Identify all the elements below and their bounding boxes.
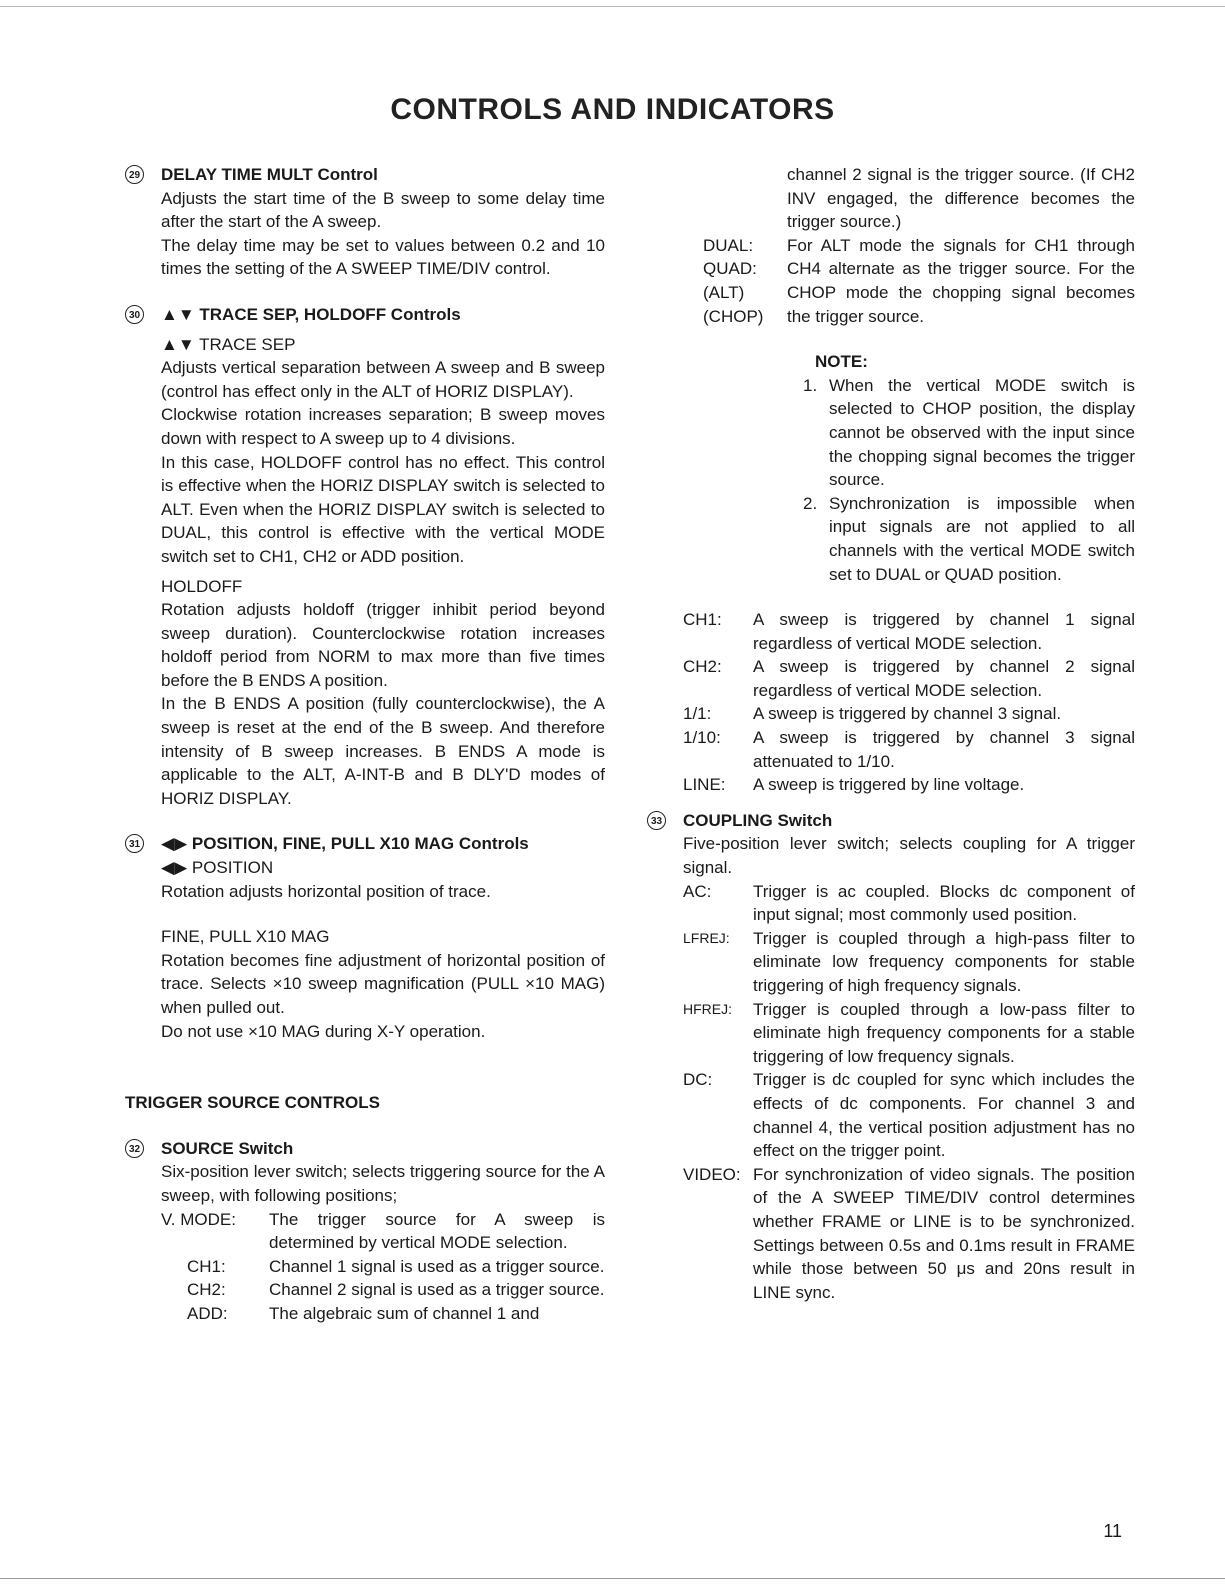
definition: For ALT mode the signals for CH1 through CH4 alternate as the trigger source. For the CHOP mode the chopping signal becomes the trigger source. bbox=[787, 235, 1135, 326]
term: LINE: bbox=[683, 775, 726, 795]
source-positions-list bbox=[683, 608, 1135, 797]
item-number-badge: 29 bbox=[125, 165, 144, 184]
paragraph: In this case, HOLDOFF control has no effect. This control is effective when the HORIZ DISPLAY switch is selected to ALT. Even when the HORIZ DISPLAY switch is selected to DUAL, this control is effective with the vertical MODE switch set to CH1, CH2 or ADD position. bbox=[161, 452, 605, 566]
note-block bbox=[683, 350, 1135, 586]
term: AC: bbox=[683, 881, 712, 901]
term: ADD: bbox=[187, 1303, 228, 1323]
definition: Channel 2 signal is used as a trigger source. bbox=[269, 1280, 605, 1300]
note-text: Synchronization is impossible when input signals are not applied to all channels with the vertical MODE switch set to DUAL or QUAD position. bbox=[829, 493, 1135, 584]
coupling-positions-list bbox=[683, 880, 1135, 1305]
section-heading: SOURCE Switch bbox=[161, 1138, 294, 1158]
bottom-rule bbox=[0, 1578, 1225, 1579]
sub-heading: ◀▶ POSITION bbox=[161, 858, 274, 878]
section-29 bbox=[125, 163, 605, 281]
sub-heading: HOLDOFF bbox=[161, 576, 243, 596]
paragraph: Adjusts the start time of the B sweep to some delay time after the start of the A sweep. bbox=[161, 188, 605, 232]
definition: A sweep is triggered by channel 2 signal regardless of vertical MODE selection. bbox=[753, 657, 1135, 700]
term: 1/1: bbox=[683, 704, 712, 724]
term: CH2: bbox=[187, 1280, 226, 1300]
term: CH1: bbox=[683, 610, 722, 630]
paragraph: The delay time may be set to values between 0.2 and 10 times the setting of the A SWEEP TIME/DIV control. bbox=[161, 235, 605, 279]
left-column bbox=[125, 163, 605, 1326]
term: VIDEO: bbox=[683, 1164, 741, 1184]
term: CH2: bbox=[683, 657, 722, 677]
note-title: NOTE: bbox=[815, 352, 868, 372]
term: LFREJ: bbox=[683, 929, 730, 946]
source-positions-list bbox=[161, 1208, 605, 1326]
definition: The trigger source for A sweep is determined by vertical MODE selection. bbox=[269, 1209, 605, 1253]
paragraph: Five-position lever switch; selects coupling for A trigger signal. bbox=[683, 834, 1135, 878]
definition: The algebraic sum of channel 1 and bbox=[269, 1303, 540, 1323]
section-31 bbox=[125, 832, 605, 1043]
page-title: CONTROLS AND INDICATORS bbox=[390, 93, 835, 126]
definition: For synchronization of video signals. The position of the A SWEEP TIME/DIV control determines whether FRAME or LINE is to be synchronized. Settings between 0.5s and 0.1ms result in FRAME while those between 50 μs and 20ns result in LINE sync. bbox=[753, 1164, 1135, 1302]
definition: Trigger is dc coupled for sync which includes the effects of dc components. For channel 3 and channel 4, the vertical position adjustment has no effect on the trigger point. bbox=[753, 1070, 1135, 1161]
paragraph: channel 2 signal is the trigger source. (If CH2 INV engaged, the difference becomes the trigger source.) bbox=[787, 165, 1135, 232]
item-number-badge: 32 bbox=[125, 1139, 144, 1158]
note-number: 2. bbox=[803, 493, 818, 513]
paragraph: Do not use ×10 MAG during X-Y operation. bbox=[161, 1021, 486, 1041]
section-32 bbox=[125, 1137, 605, 1326]
page-number: 11 bbox=[1103, 1521, 1122, 1541]
paragraph: Clockwise rotation increases separation; B sweep moves down with respect to A sweep up to 4 divisions. bbox=[161, 405, 605, 448]
sub-heading: FINE, PULL X10 MAG bbox=[161, 927, 330, 947]
sub-heading: ▲▼ TRACE SEP bbox=[161, 334, 296, 354]
section-30 bbox=[125, 303, 605, 810]
definition: Trigger is ac coupled. Blocks dc component of input signal; most commonly used position. bbox=[753, 881, 1135, 925]
term: DUAL: QUAD: (ALT) (CHOP) bbox=[703, 235, 764, 326]
section-heading: ▲▼ TRACE SEP, HOLDOFF Controls bbox=[161, 304, 461, 324]
right-column bbox=[650, 163, 1135, 1304]
term: 1/10: bbox=[683, 728, 721, 748]
section-heading: ◀▶ POSITION, FINE, PULL X10 MAG Controls bbox=[161, 834, 529, 854]
top-rule bbox=[0, 6, 1225, 7]
paragraph: Rotation becomes fine adjustment of horizontal position of trace. Selects ×10 sweep magnification (PULL ×10 MAG) when pulled out. bbox=[161, 950, 605, 1017]
section-33 bbox=[647, 809, 1135, 1304]
paragraph: Adjusts vertical separation between A sweep and B sweep (control has effect only in the ALT of HORIZ DISPLAY). bbox=[161, 358, 605, 401]
term: HFREJ: bbox=[683, 1000, 732, 1017]
term: V. MODE: bbox=[161, 1209, 236, 1229]
note-item bbox=[797, 492, 1135, 586]
note-item bbox=[797, 374, 1135, 492]
definition: A sweep is triggered by channel 1 signal regardless of vertical MODE selection. bbox=[753, 610, 1135, 653]
paragraph: In the B ENDS A position (fully counterclockwise), the A sweep is reset at the end of the B sweep. And therefore intensity of B sweep increases. B ENDS A mode is applicable to the ALT, A-INT-B and B DLY'D modes of HORIZ DISPLAY. bbox=[161, 694, 605, 808]
definition: Trigger is coupled through a high-pass filter to eliminate low frequency components for stable triggering of high frequency signals. bbox=[753, 928, 1135, 995]
definition: A sweep is triggered by line voltage. bbox=[753, 775, 1025, 795]
term: CH1: bbox=[187, 1256, 226, 1276]
section-heading: COUPLING Switch bbox=[683, 810, 833, 830]
paragraph: Rotation adjusts horizontal position of trace. bbox=[161, 881, 491, 901]
paragraph: Rotation adjusts holdoff (trigger inhibit period beyond sweep duration). Counterclockwise rotation increases holdoff period from NORM to max more than five times before the B ENDS A position. bbox=[161, 600, 605, 690]
definition: Channel 1 signal is used as a trigger source. bbox=[269, 1256, 605, 1276]
item-number-badge: 30 bbox=[125, 305, 144, 324]
section-heading: DELAY TIME MULT Control bbox=[161, 165, 378, 184]
note-number: 1. bbox=[803, 375, 818, 395]
definition: A sweep is triggered by channel 3 signal. bbox=[753, 704, 1062, 724]
item-number-badge: 31 bbox=[125, 834, 144, 853]
dual-quad-entry bbox=[683, 234, 1135, 328]
item-number-badge: 33 bbox=[647, 811, 666, 830]
term: DC: bbox=[683, 1070, 713, 1090]
definition: Trigger is coupled through a low-pass filter to eliminate high frequency components for a stable triggering of low frequency signals. bbox=[753, 999, 1135, 1066]
paragraph: Six-position lever switch; selects triggering source for the A sweep, with following positions; bbox=[161, 1162, 605, 1205]
note-text: When the vertical MODE switch is selected to CHOP position, the display cannot be observed with the input since the chopping signal becomes the trigger source. bbox=[829, 375, 1135, 490]
definition: A sweep is triggered by channel 3 signal attenuated to 1/10. bbox=[753, 728, 1135, 771]
trigger-source-heading: TRIGGER SOURCE CONTROLS bbox=[125, 1093, 381, 1113]
